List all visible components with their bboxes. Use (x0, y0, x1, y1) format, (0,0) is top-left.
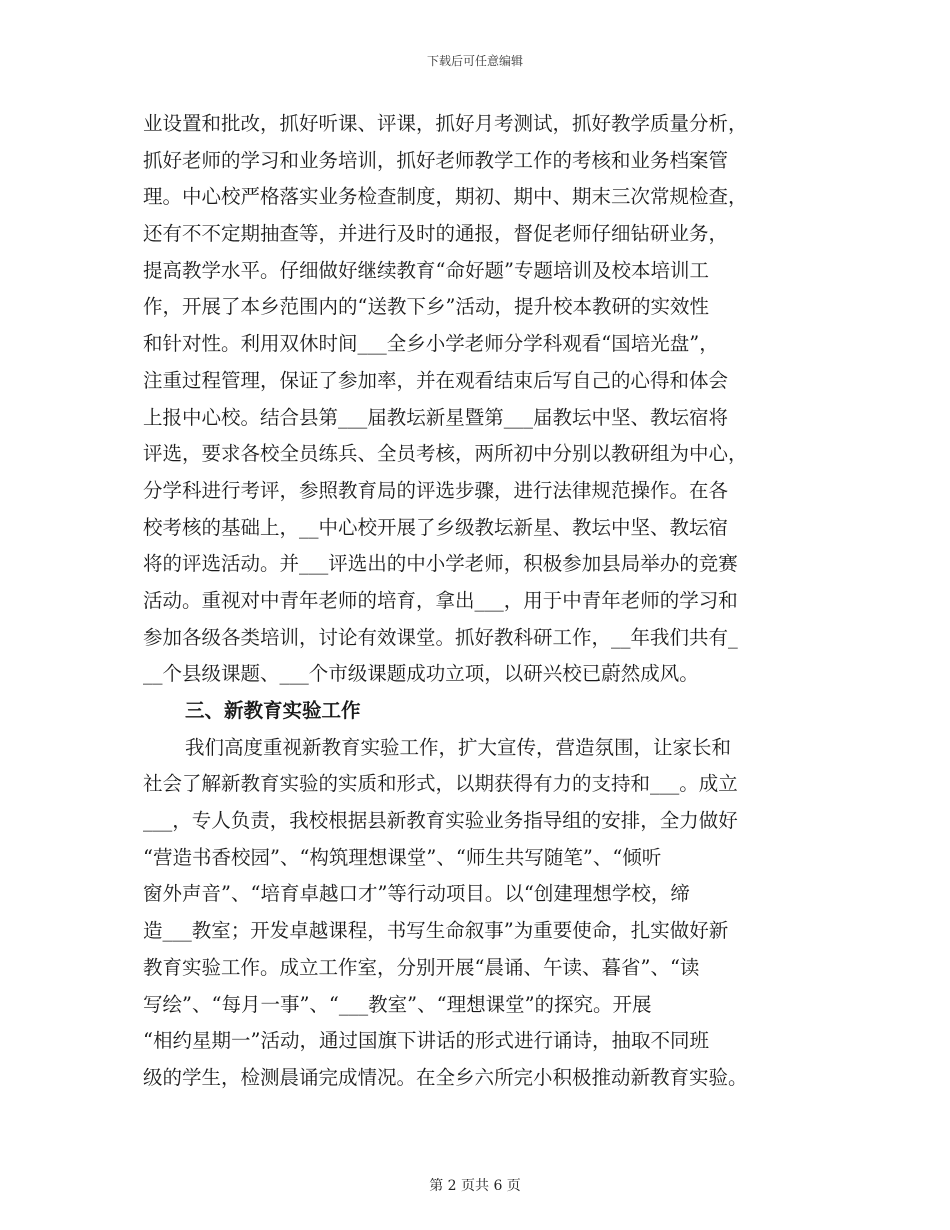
body-text (143, 106, 813, 1097)
text-line: 评选，要求各校全员练兵、全员考核，两所初中分别以教研组为中心， (143, 442, 748, 466)
text-line: 还有不不定期抽查等，并进行及时的通报，督促老师仔细钻研业务， (143, 222, 729, 246)
text-line: 分学科进行考评，参照教育局的评选步骤，进行法律规范操作。在各 (143, 478, 729, 502)
text-line: 社会了解新教育实验的实质和形式，以期获得有力的支持和___。成立 (143, 772, 738, 796)
text-line: 参加各级各类培训，讨论有效课堂。抓好教科研工作，__年我们共有_ (143, 625, 738, 649)
text-line: 理。中心校严格落实业务检查制度，期初、期中、期末三次常规检查， (143, 185, 748, 209)
text-line: __个县级课题、___个市级课题成功立项，以研兴校已蔚然成风。 (143, 662, 699, 686)
page-header: 下载后可任意编辑 (426, 54, 523, 68)
text-line: 造___教室；开发卓越课程，书写生命叙事”为重要使命，扎实做好新 (143, 919, 729, 943)
text-line: 上报中心校。结合县第___届教坛新星暨第___届教坛中坚、教坛宿将 (143, 405, 729, 429)
page-footer: 第 2 页共 6 页 (429, 1178, 521, 1194)
text-line: 注重过程管理，保证了参加率，并在观看结束后写自己的心得和体会 (143, 368, 729, 392)
text-line: 级的学生，检测晨诵完成情况。在全乡六所完小积极推动新教育实验。 (143, 1065, 748, 1089)
text-line: “相约星期一”活动，通过国旗下讲话的形式进行诵诗，抽取不同班 (143, 1029, 709, 1053)
section-heading: 三、新教育实验工作 (185, 699, 361, 722)
text-line: 校考核的基础上，__中心校开展了乡级教坛新星、教坛中坚、教坛宿 (143, 515, 729, 539)
text-line: ___，专人负责，我校根据县新教育实验业务指导组的安排，全力做好 (143, 809, 738, 833)
text-line: 将的评选活动。并___评选出的中小学老师，积极参加县局举办的竞赛 (143, 552, 738, 576)
text-line: 作，开展了本乡范围内的“送教下乡”活动，提升校本教研的实效性 (143, 295, 709, 319)
text-line: 和针对性。利用双休时间___全乡小学老师分学科观看“国培光盘”， (143, 332, 719, 356)
text-line: 教育实验工作。成立工作室，分别开展“晨诵、午读、暮省”、“读 (143, 955, 700, 979)
text-line: 写绘”、“每月一事”、“___教室”、“理想课堂”的探究。开展 (143, 992, 652, 1016)
text-line: “营造书香校园”、“构筑理想课堂”、“师生共写随笔”、“倾听 (143, 845, 662, 869)
text-line: 活动。重视对中青年老师的培育，拿出___，用于中青年老师的学习和 (143, 588, 738, 612)
text-line: 窗外声音”、“培育卓越口才”等行动项目。以“创建理想学校，缔 (143, 882, 690, 906)
paragraph-first-line: 我们高度重视新教育实验工作，扩大宣传，营造氛围，让家长和 (185, 735, 732, 759)
text-line: 抓好老师的学习和业务培训，抓好老师教学工作的考核和业务档案管 (143, 148, 729, 172)
text-line: 提高教学水平。仔细做好继续教育“命好题”专题培训及校本培训工 (143, 258, 709, 282)
text-line: 业设置和批改，抓好听课、评课，抓好月考测试，抓好教学质量分析， (143, 112, 748, 135)
